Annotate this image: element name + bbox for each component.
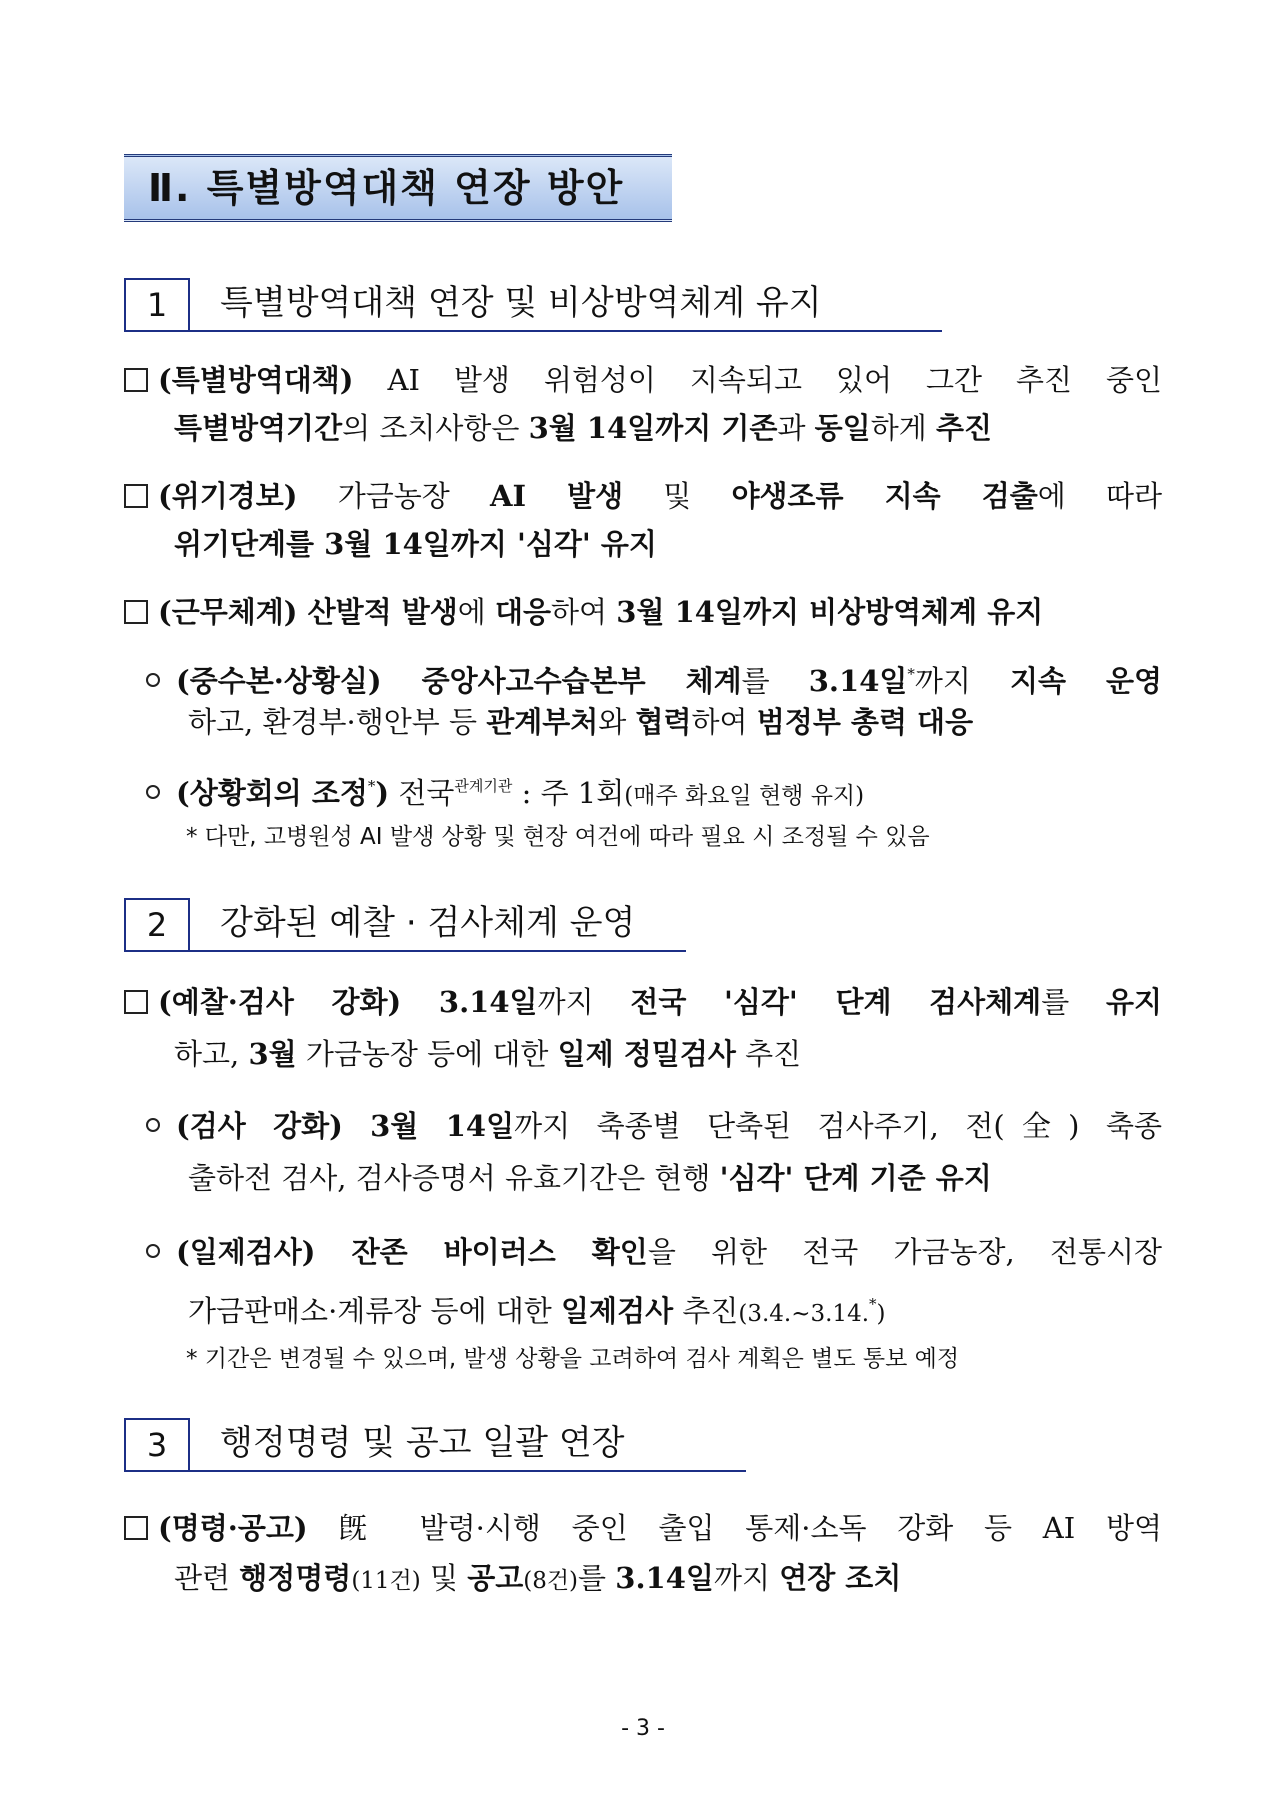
paragraph-s1-1-line-2: 특별방역기간의 조치사항은 3월 14일까지 기존과 동일하게 추진 — [174, 411, 992, 445]
section-number-2: 2 — [124, 898, 190, 952]
paragraph-s3-1-line-1: (명령·공고) 旣 발령·시행 중인 출입 통제·소독 강화 등 AI 방역 — [124, 1508, 1162, 1548]
section-number-1: 1 — [124, 278, 190, 332]
subitem-s1-1-line-1: (중수본·상황실) 중앙사고수습본부 체계를 3.14일*까지 지속 운영 — [146, 654, 1162, 701]
section-title-3: 행정명령 및 공고 일괄 연장 — [190, 1418, 746, 1472]
paragraph-s1-2-line-1: (위기경보) 가금농장 AI 발생 및 야생조류 지속 검출에 따라 — [124, 476, 1162, 516]
subitem-s1-2: (상황회의 조정*) 전국$^{관계기관}$ : 주 1회(매주 화요일 현행 유지) — [146, 766, 864, 816]
subitem-s1-1-line-2: 하고, 환경부·행안부 등 관계부처와 협력하여 범정부 총력 대응 — [188, 705, 974, 739]
checkbox-bullet — [124, 600, 148, 624]
checkbox-bullet — [124, 368, 148, 392]
circle-bullet — [146, 673, 160, 687]
circle-bullet — [146, 785, 160, 799]
paragraph-s1-3: (근무체계) 산발적 발생에 대응하여 3월 14일까지 비상방역체계 유지 — [124, 592, 1043, 632]
subitem-s2-1-line-1: (검사 강화) 3월 14일까지 축종별 단축된 검사주기, 전(全) 축종 — [146, 1106, 1162, 1146]
paragraph-s2-1-line-2: 하고, 3월 가금농장 등에 대한 일제 정밀검사 추진 — [174, 1037, 802, 1071]
circle-bullet — [146, 1244, 160, 1258]
paragraph-s1-2-line-2: 위기단계를 3월 14일까지 '심각' 유지 — [174, 527, 657, 561]
paragraph-s2-1-line-1: (예찰·검사 강화) 3.14일까지 전국 '심각' 단계 검사체계를 유지 — [124, 982, 1162, 1022]
paragraph-s1-1-line-1: (특별방역대책) AI 발생 위험성이 지속되고 있어 그간 추진 중인 — [124, 360, 1162, 400]
section-number-3: 3 — [124, 1418, 190, 1472]
footnote-s1: * 다만, 고병원성 AI 발생 상황 및 현장 여건에 따라 필요 시 조정될 수 있음 — [186, 824, 930, 850]
circle-bullet — [146, 1118, 160, 1132]
section-title-2: 강화된 예찰 · 검사체계 운영 — [190, 898, 686, 952]
subitem-s2-2-line-2: 가금판매소·계류장 등에 대한 일제검사 추진(3.4.~3.14.*) — [188, 1294, 886, 1328]
paragraph-s3-1-line-2: 관련 행정명령(11건) 및 공고(8건)를 3.14일까지 연장 조치 — [174, 1561, 902, 1595]
section-title-1: 특별방역대책 연장 및 비상방역체계 유지 — [190, 278, 942, 332]
page-number: - 3 - — [621, 1716, 665, 1741]
subitem-s2-2-line-1: (일제검사) 잔존 바이러스 확인을 위한 전국 가금농장, 전통시장 — [146, 1232, 1162, 1272]
footnote-s2: * 기간은 변경될 수 있으며, 발생 상황을 고려하여 검사 계획은 별도 통보 예정 — [186, 1346, 960, 1372]
subitem-s2-1-line-2: 출하전 검사, 검사증명서 유효기간은 현행 '심각' 단계 기준 유지 — [188, 1161, 992, 1195]
chapter-title: Ⅱ. 특별방역대책 연장 방안 — [148, 166, 625, 210]
checkbox-bullet — [124, 1516, 148, 1540]
checkbox-bullet — [124, 990, 148, 1014]
checkbox-bullet — [124, 484, 148, 508]
